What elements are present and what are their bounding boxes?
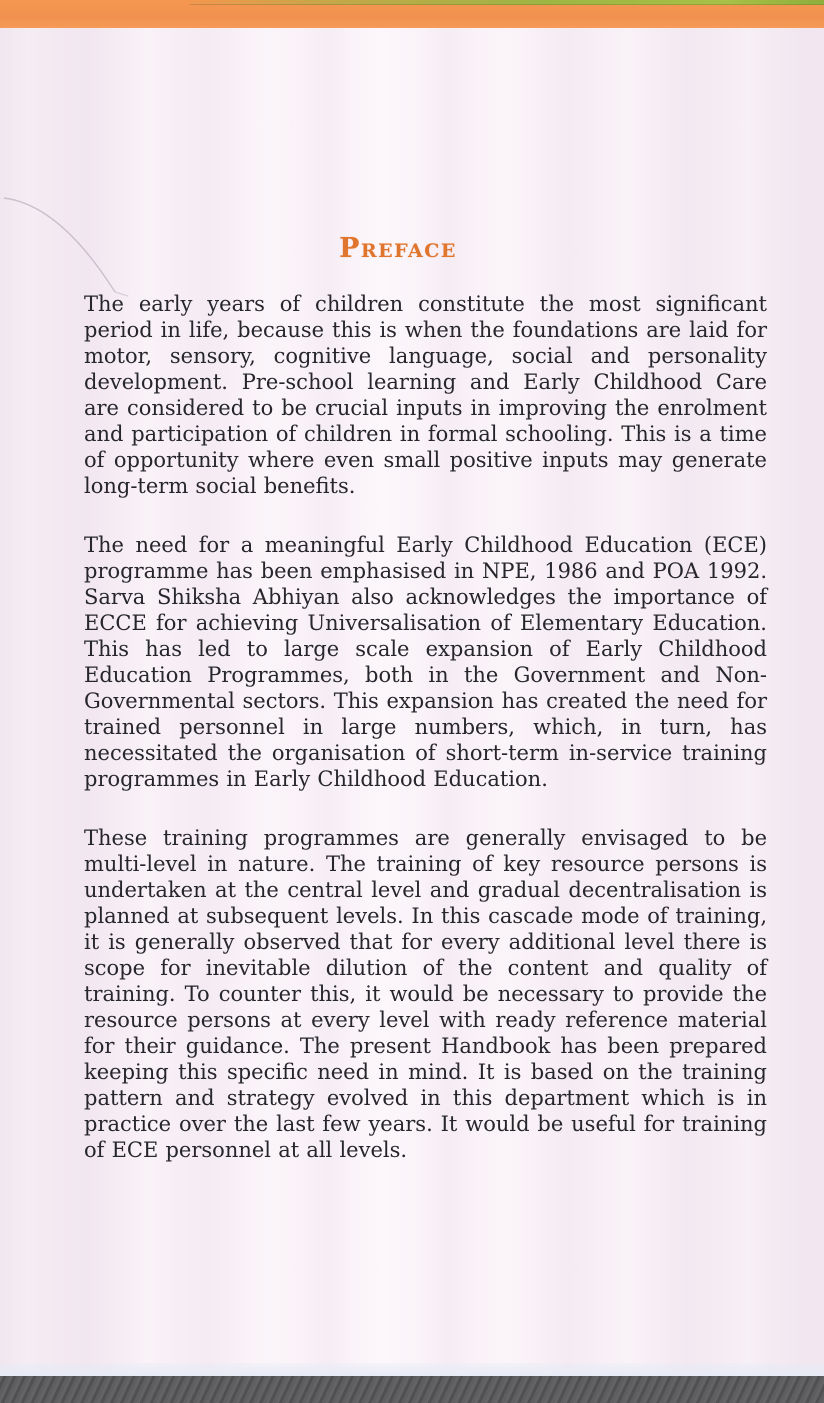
- top-color-band: [0, 0, 824, 28]
- page-title: Preface: [339, 233, 457, 264]
- top-edge-green-strip: [190, 0, 824, 5]
- paragraph-1: The early years of children constitute the most significant period in life, because this is when the foundations are laid for motor, sensory, cognitive language, social and personality development. Pre-school learning and Early Childhood Care are considered to be crucial inputs in improving the enrolment and participation of children in formal schooling. This is a time of opportunity where even small positive inputs may generate long-term social benefits.: [84, 292, 767, 498]
- preface-text: [84, 291, 767, 1163]
- paragraph-3: These training programmes are generally envisaged to be multi-level in nature. The training of key resource persons is undertaken at the central level and gradual decentralisation is planned at subsequent levels. In this cascade mode of training, it is generally observed that for every additional level there is scope for inevitable dilution of the content and quality of training. To counter this, it would be necessary to provide the resource persons at every level with ready reference material for their guidance. The present Handbook has been prepared keeping this specific need in mind. It is based on the training pattern and strategy evolved in this department which is in practice over the last few years. It would be useful for training of ECE personnel at all levels.: [84, 826, 767, 1162]
- bottom-light-strip: [0, 1363, 824, 1376]
- bottom-color-band: [0, 1376, 824, 1403]
- paragraph-2: The need for a meaningful Early Childhood Education (ECE) programme has been emphasised in NPE, 1986 and POA 1992. Sarva Shiksha Abhiyan also acknowledges the importance of ECCE for achieving Universalisation of Elementary Education. This has led to large scale expansion of Early Childhood Education Programmes, both in the Government and Non-Governmental sectors. This expansion has created the need for trained personnel in large numbers, which, in turn, has necessitated the organisation of short-term in-service training programmes in Early Childhood Education.: [84, 533, 767, 791]
